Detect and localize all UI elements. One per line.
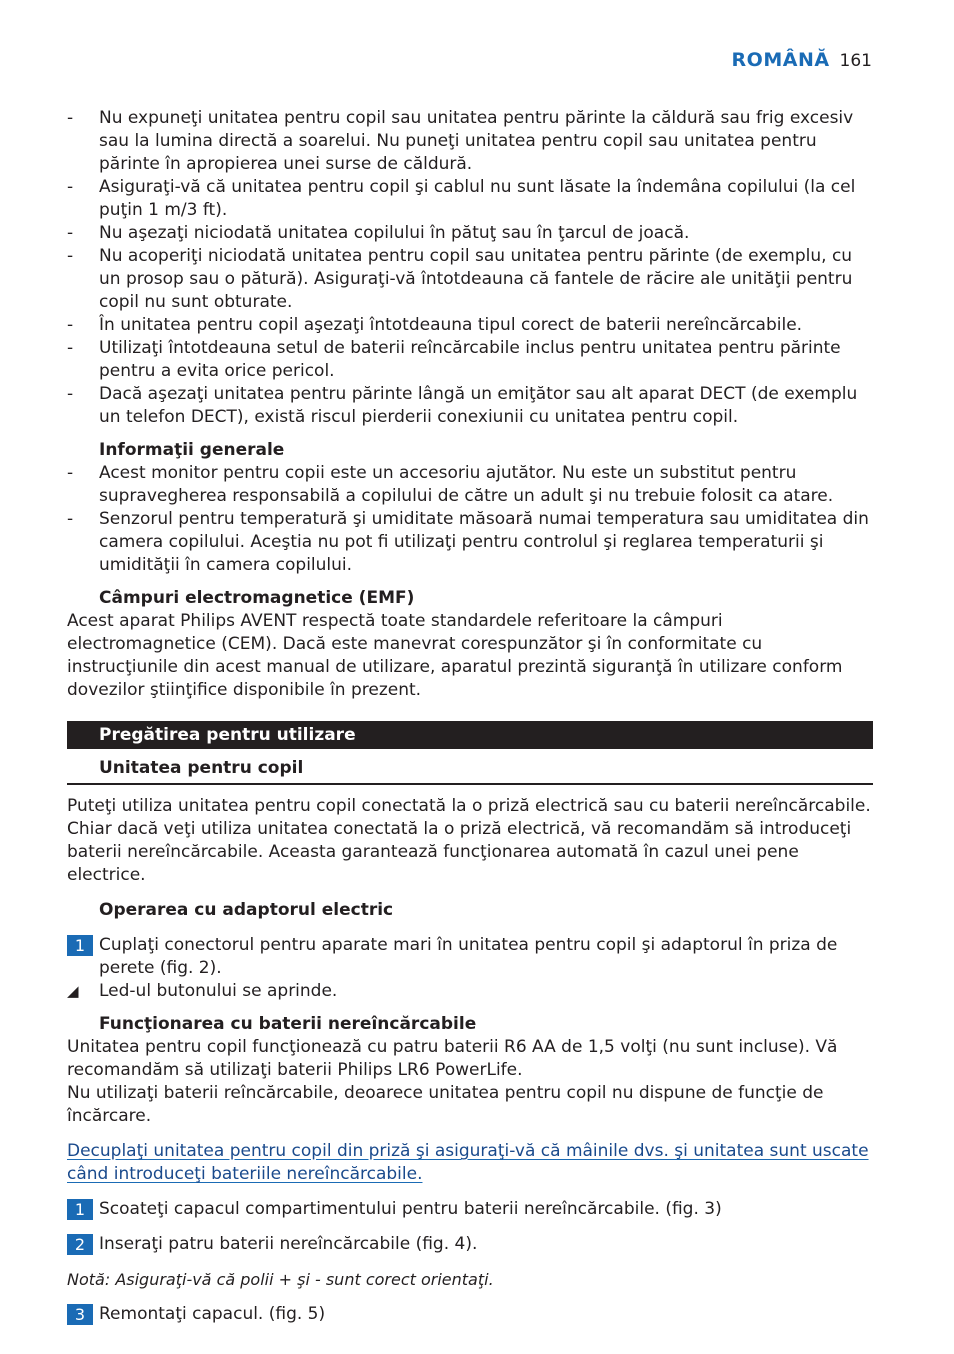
warning-text: Decuplaţi unitatea pentru copil din priză şi asiguraţi-vă că mâinile dvs. şi unitatea sunt uscate când introduceţi bateriile nereîncărcabile.	[67, 1141, 869, 1184]
section-bar: Pregătirea pentru utilizare	[67, 721, 873, 749]
list-item: - Asiguraţi-vă că unitatea pentru copil şi cablul nu sunt lăsate la îndemâna copilului (la cel puţin 1 m/3 ft).	[67, 177, 856, 220]
list-item: - Nu expuneţi unitatea pentru copil sau unitatea pentru părinte la căldură sau frig excesiv sau la lumina directă a soarelui. Nu puneţi unitatea pentru copil sau unitatea pentru părinte în apropierea unei surse de căldură.	[67, 108, 854, 174]
list-item: - Acest monitor pentru copii este un accesoriu ajutător. Nu este un substitut pentru supravegherea responsabilă a copilului de către un adult şi nu trebuie folosit ca atare.	[67, 463, 834, 506]
page-content	[67, 107, 873, 1326]
emf-heading: Câmpuri electromagnetice (EMF)	[99, 588, 415, 608]
step-item: 1 Scoateţi capacul compartimentului pentru baterii nereîncărcabile. (fig. 3)	[67, 1198, 873, 1221]
baby-unit-intro: Puteţi utiliza unitatea pentru copil conectată la o priză electrică sau cu baterii nereîncărcabile. Chiar dacă veţi utiliza unitatea conectată la o priză electrică, vă recomandăm să introduceţi baterii nereîncărcabile. Aceasta garantează funcţionarea automată în cazul unei pene electrice.	[67, 796, 871, 885]
batteries-heading: Funcţionarea cu baterii nereîncărcabile	[99, 1014, 477, 1034]
general-info-heading: Informaţii generale	[99, 440, 285, 460]
list-item: - Nu acoperiţi niciodată unitatea pentru copil sau unitatea pentru părinte (de exemplu, cu un prosop sau o pătură). Asiguraţi-vă întotdeauna că fantele de răcire ale unităţii pentru copil nu sunt obturate.	[67, 246, 853, 312]
page-header	[732, 49, 872, 73]
step-number: 2	[67, 1234, 93, 1255]
emf-paragraph: Acest aparat Philips AVENT respectă toate standardele referitoare la câmpuri electromagnetice (CEM). Dacă este manevrat corespunzător şi în conformitate cu instrucţiunile din acest manual de utilizare, aparatul prezintă siguranţă în utilizare conform dovezilor ştiinţifice disponibile în prezent.	[67, 611, 843, 700]
language-label: ROMÂNĂ	[731, 49, 830, 71]
adapter-heading: Operarea cu adaptorul electric	[99, 900, 394, 920]
baby-unit-heading: Unitatea pentru copil	[67, 757, 873, 785]
list-item: - În unitatea pentru copil aşezaţi întotdeauna tipul corect de baterii nereîncărcabile.	[67, 315, 803, 335]
list-item: - Senzorul pentru temperatură şi umiditate măsoară numai temperatura sau umiditatea din camera copilului. Aceştia nu pot fi utilizaţi pentru controlul şi reglarea temperaturii şi umidităţii în camera copilului.	[67, 509, 869, 575]
note-text: Notă: Asiguraţi-vă că polii + şi - sunt corect orientaţi.	[67, 1270, 494, 1289]
step-number: 1	[67, 935, 93, 956]
page-number: 161	[839, 51, 872, 71]
safety-list	[67, 107, 873, 429]
batteries-paragraph: Nu utilizaţi baterii reîncărcabile, deoarece unitatea pentru copil nu dispune de funcţie de încărcare.	[67, 1083, 824, 1126]
step-item: 3 Remontaţi capacul. (fig. 5)	[67, 1303, 873, 1326]
list-item: - Utilizaţi întotdeauna setul de baterii reîncărcabile inclus pentru unitatea pentru părinte pentru a evita orice pericol.	[67, 338, 841, 381]
result-item: ◢ Led-ul butonului se aprinde.	[67, 981, 338, 1001]
batteries-paragraph: Unitatea pentru copil funcţionează cu patru baterii R6 AA de 1,5 volţi (nu sunt incluse). Vă recomandăm să utilizaţi baterii Philips LR6 PowerLife.	[67, 1037, 838, 1080]
step-number: 1	[67, 1199, 93, 1220]
step-number: 3	[67, 1304, 93, 1325]
step-item: 1 Cuplaţi conectorul pentru aparate mari în unitatea pentru copil şi adaptorul în priza de perete (fig. 2).	[67, 934, 873, 980]
list-item: - Dacă aşezaţi unitatea pentru părinte lângă un emiţător sau alt aparat DECT (de exemplu un telefon DECT), există riscul pierderii conexiunii cu unitatea pentru copil.	[67, 384, 858, 427]
list-item: - Nu aşezaţi niciodată unitatea copilului în pătuţ sau în ţarcul de joacă.	[67, 223, 690, 243]
result-arrow-icon: ◢	[67, 982, 79, 1000]
step-item: 2 Inseraţi patru baterii nereîncărcabile (fig. 4).	[67, 1233, 873, 1256]
